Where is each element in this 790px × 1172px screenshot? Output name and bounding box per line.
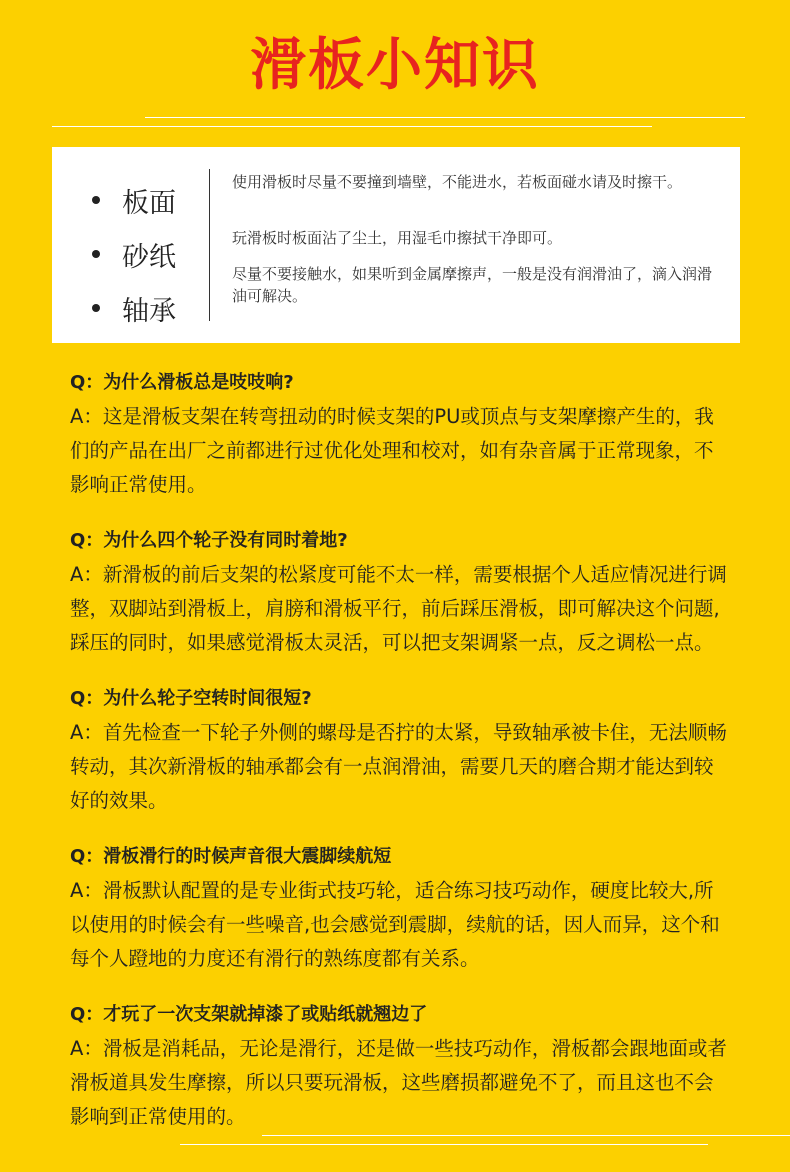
term-desc-bearing: 尽量不要接触水，如果听到金属摩擦声，一般是没有润滑油了，滴入润滑油可解决。 — [232, 265, 713, 305]
faq-item — [70, 524, 730, 660]
faq-question: Q：才玩了一次支架就掉漆了或贴纸就翘边了 — [70, 1004, 428, 1025]
term-descriptions — [232, 171, 722, 307]
title-rule-upper — [145, 117, 745, 118]
faq-answer: A：滑板是消耗品，无论是滑行，还是做一些技巧动作，滑板都会跟地面或者滑板道具发生摩擦，所以只要玩滑板，这些磨损都避免不了，而且这也不会影响到正常使用的。 — [70, 1037, 727, 1128]
term-bearing — [92, 281, 222, 335]
term-griptape — [92, 227, 222, 281]
faq-list — [70, 366, 730, 1156]
bullet-icon — [92, 250, 100, 258]
term-label: 板面 — [122, 187, 176, 219]
faq-item — [70, 998, 730, 1134]
panel-divider — [209, 169, 210, 321]
title-rule-lower — [52, 126, 652, 127]
faq-question: Q：为什么滑板总是吱吱响? — [70, 372, 294, 393]
term-label: 轴承 — [122, 295, 176, 327]
faq-answer: A：新滑板的前后支架的松紧度可能不太一样，需要根据个人适应情况进行调整，双脚站到滑板上，肩膀和滑板平行，前后踩压滑板，即可解决这个问题,踩压的同时，如果感觉滑板太灵活，可以把支架调紧一点，反之调松一点。 — [70, 563, 727, 654]
term-list — [92, 173, 222, 335]
term-deck — [92, 173, 222, 227]
faq-item — [70, 840, 730, 976]
faq-question: Q：滑板滑行的时候声音很大震脚续航短 — [70, 846, 392, 867]
bullet-icon — [92, 304, 100, 312]
bullet-icon — [92, 196, 100, 204]
care-panel — [52, 147, 740, 343]
faq-answer: A：这是滑板支架在转弯扭动的时候支架的PU或顶点与支架摩擦产生的，我们的产品在出厂之前都进行过优化处理和校对，如有杂音属于正常现象，不影响正常使用。 — [70, 405, 714, 496]
term-desc-deck: 使用滑板时尽量不要撞到墙壁，不能进水，若板面碰水请及时擦干。 — [232, 173, 683, 191]
faq-answer: A：滑板默认配置的是专业街式技巧轮，适合练习技巧动作，硬度比较大,所以使用的时候会有一些噪音,也会感觉到震脚，续航的话，因人而异，这个和每个人蹬地的力度还有滑行的熟练度都有关系。 — [70, 879, 720, 970]
footer-rule-lower — [180, 1144, 708, 1145]
faq-item — [70, 366, 730, 502]
term-label: 砂纸 — [122, 241, 176, 273]
faq-item — [70, 682, 730, 818]
faq-question: Q：为什么四个轮子没有同时着地? — [70, 530, 348, 551]
term-desc-griptape: 玩滑板时板面沾了尘土，用湿毛巾擦拭干净即可。 — [232, 229, 563, 247]
faq-answer: A：首先检查一下轮子外侧的螺母是否拧的太紧，导致轴承被卡住，无法顺畅转动，其次新滑板的轴承都会有一点润滑油，需要几天的磨合期才能达到较好的效果。 — [70, 721, 727, 812]
footer-rule-upper — [262, 1135, 790, 1136]
faq-question: Q：为什么轮子空转时间很短? — [70, 688, 312, 709]
page-title: 滑板小知识 — [250, 33, 540, 98]
